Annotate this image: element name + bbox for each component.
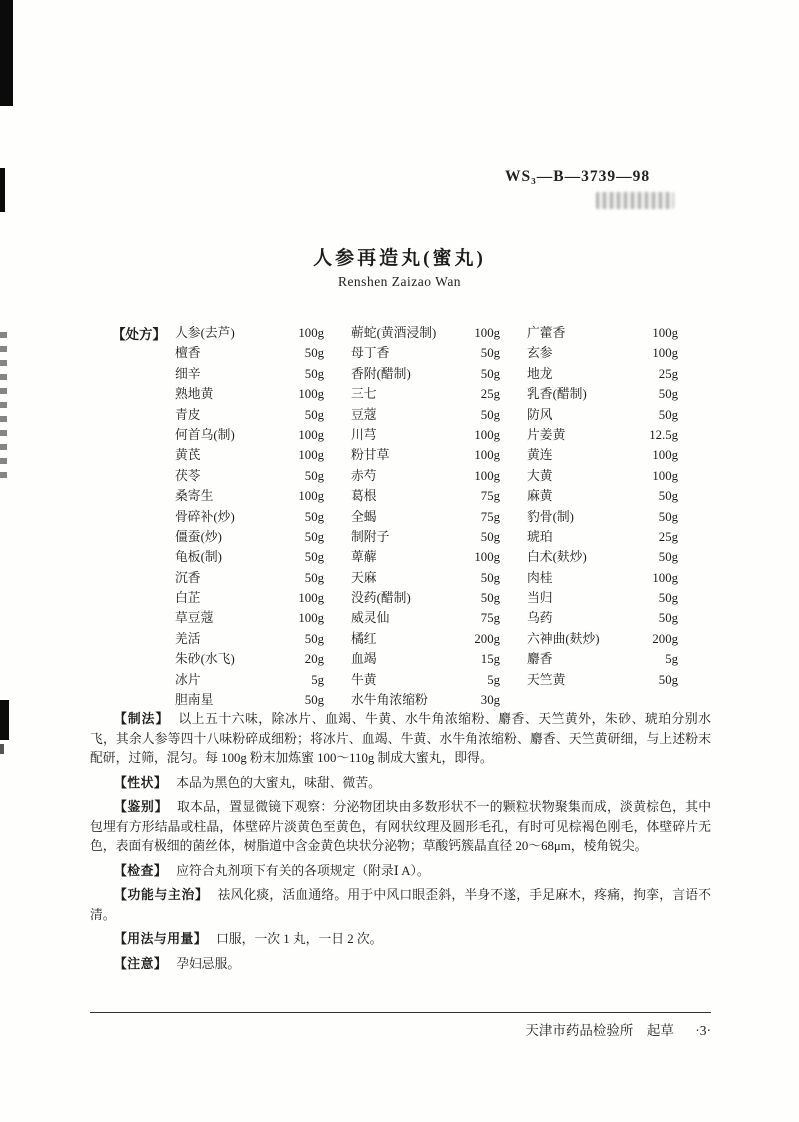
ingredient-row	[175, 405, 678, 425]
ingredient-amount: 100g	[474, 468, 500, 483]
ingredient-amount: 75g	[480, 611, 500, 626]
ingredient-name: 当归	[527, 591, 553, 606]
ingredient-name: 熟地黄	[175, 387, 214, 402]
column-gap	[500, 425, 527, 445]
ingredient-amount: 50g	[304, 631, 324, 646]
ingredient-name: 制附子	[351, 529, 390, 544]
ingredient-name: 羌活	[175, 631, 201, 646]
ingredient-amount: 50g	[658, 489, 678, 504]
ingredient-name: 豆蔻	[351, 407, 377, 422]
section-text: 口服，一次 1 丸，一日 2 次。	[216, 932, 383, 946]
ingredient-amount: 25g	[658, 529, 678, 544]
ingredient-name: 玄参	[527, 346, 553, 361]
ingredient-amount: 100g	[474, 427, 500, 442]
scan-artifact	[0, 0, 13, 106]
section-text: 取本品，置显微镜下观察：分泌物团块由多数形状不一的颗粒状物聚集而成，淡黄棕色，其中包埋有方形结晶或柱晶，体壁碎片淡黄色至黄色，有网状纹理及圆形毛孔，有时可见棕褐色刚毛，体壁碎片无色，表面有极细的菌丝体，树脂道中含金黄色块状分泌物；草酸钙簇晶直径 20～68μm，棱角锐尖。	[90, 800, 711, 853]
ingredient-name: 白术(麸炒)	[527, 550, 587, 565]
ingredient-amount: 5g	[311, 672, 324, 687]
ingredient-name: 赤芍	[351, 468, 377, 483]
ingredient-amount: 50g	[304, 346, 324, 361]
ingredient-amount: 50g	[658, 387, 678, 402]
column-gap	[500, 547, 527, 567]
ingredient-name: 大黄	[527, 468, 553, 483]
ingredient-row	[175, 629, 678, 649]
ingredient-name: 威灵仙	[351, 611, 390, 626]
ingredient-name: 广藿香	[527, 326, 566, 340]
ingredient-name: 牛黄	[351, 672, 377, 687]
ingredient-row	[175, 690, 678, 710]
column-gap	[324, 384, 351, 404]
ingredient-amount: 50g	[304, 468, 324, 483]
ingredient-name: 香附(醋制)	[351, 366, 411, 381]
column-gap	[500, 588, 527, 608]
standard-code: WS₃—B—3739—98	[505, 168, 651, 185]
ingredient-name: 血竭	[351, 652, 377, 667]
scan-artifact	[0, 168, 5, 212]
ingredient-name: 蕲蛇(黄酒浸制)	[351, 326, 437, 340]
ingredient-name: 龟板(制)	[175, 550, 222, 565]
ingredient-name: 防风	[527, 407, 553, 422]
ingredient-row	[175, 425, 678, 445]
section-text: 应符合丸剂项下有关的各项规定（附录Ⅰ A）。	[176, 863, 430, 878]
column-gap	[324, 670, 351, 690]
ingredient-amount: 100g	[652, 346, 678, 361]
ingredient-name: 细辛	[175, 366, 201, 381]
column-gap	[324, 466, 351, 486]
ingredient-row	[175, 649, 678, 669]
section-identification	[90, 798, 711, 857]
ingredient-name: 茯苓	[175, 468, 201, 483]
column-gap	[324, 608, 351, 628]
ingredient-amount: 12.5g	[649, 427, 678, 442]
ingredient-name: 胆南星	[175, 693, 214, 708]
ingredient-amount: 200g	[474, 631, 500, 646]
column-gap	[324, 323, 351, 343]
ingredient-amount: 50g	[480, 591, 500, 606]
ingredient-name: 萆薢	[351, 550, 377, 565]
ingredient-amount: 5g	[665, 652, 678, 667]
ingredient-amount: 100g	[298, 611, 324, 626]
column-gap	[324, 649, 351, 669]
ingredient-amount: 50g	[480, 570, 500, 585]
monograph-sections	[90, 710, 711, 979]
ingredient-name: 青皮	[175, 407, 201, 422]
section-label: 【制法】	[114, 712, 170, 726]
column-gap	[500, 690, 527, 710]
ingredient-amount: 75g	[480, 509, 500, 524]
column-gap	[500, 405, 527, 425]
section-label: 【检查】	[114, 863, 168, 878]
column-gap	[500, 649, 527, 669]
ingredient-row	[175, 568, 678, 588]
ingredient-name: 僵蚕(炒)	[175, 529, 222, 544]
ingredient-name: 天竺黄	[527, 672, 566, 687]
ingredient-name: 川芎	[351, 427, 377, 442]
ingredient-name: 沉香	[175, 570, 201, 585]
ingredient-name: 琥珀	[527, 529, 553, 544]
column-gap	[324, 425, 351, 445]
ingredient-name: 乌药	[527, 611, 553, 626]
section-label: 【用法与用量】	[114, 932, 208, 946]
ingredient-row	[175, 486, 678, 506]
ingredient-name	[527, 690, 632, 710]
column-gap	[324, 527, 351, 547]
column-gap	[324, 690, 351, 710]
section-description	[90, 774, 711, 794]
ingredient-name: 白芷	[175, 591, 201, 606]
column-gap	[500, 608, 527, 628]
section-functions-indications	[90, 886, 711, 925]
ingredient-amount: 50g	[480, 366, 500, 381]
column-gap	[324, 486, 351, 506]
ingredient-amount: 100g	[652, 448, 678, 463]
ingredient-name: 何首乌(制)	[175, 427, 235, 442]
footer-drafting-org: 天津市药品检验所 起草	[525, 1023, 674, 1038]
column-gap	[324, 547, 351, 567]
pinyin-subtitle: Renshen Zaizao Wan	[337, 274, 462, 289]
scan-artifact	[0, 700, 9, 740]
column-gap	[324, 588, 351, 608]
ingredient-amount: 100g	[652, 468, 678, 483]
column-gap	[324, 507, 351, 527]
ingredient-amount: 15g	[480, 652, 500, 667]
ingredient-row	[175, 343, 678, 363]
ingredient-name: 地龙	[527, 366, 553, 381]
ingredient-name: 橘红	[351, 631, 377, 646]
ingredient-amount: 100g	[474, 326, 500, 340]
ingredient-amount: 25g	[480, 387, 500, 402]
ingredient-amount: 100g	[298, 448, 324, 463]
footer	[90, 1019, 711, 1039]
ingredient-name: 全蝎	[351, 509, 377, 524]
column-gap	[324, 568, 351, 588]
ingredient-amount: 50g	[480, 529, 500, 544]
column-gap	[500, 384, 527, 404]
ingredient-name: 粉甘草	[351, 448, 390, 463]
ingredient-row	[175, 670, 678, 690]
ingredient-amount: 100g	[298, 326, 324, 340]
ingredient-amount: 20g	[304, 652, 324, 667]
prescription-label: 【处方】	[112, 327, 166, 342]
page-number: ·3·	[695, 1023, 711, 1038]
ingredient-amount: 50g	[304, 693, 324, 708]
section-usage-dosage	[90, 930, 711, 950]
ingredient-name: 豹骨(制)	[527, 509, 574, 524]
ingredient-row	[175, 507, 678, 527]
column-gap	[324, 364, 351, 384]
column-gap	[500, 445, 527, 465]
ingredient-name: 肉桂	[527, 570, 553, 585]
ingredient-row	[175, 547, 678, 567]
column-gap	[500, 507, 527, 527]
column-gap	[500, 323, 527, 343]
column-gap	[324, 629, 351, 649]
ink-stamp	[596, 192, 674, 209]
ingredient-name: 骨碎补(炒)	[175, 509, 235, 524]
ingredient-amount: 100g	[652, 570, 678, 585]
ingredient-name: 片姜黄	[527, 427, 566, 442]
ingredient-name: 水牛角浓缩粉	[351, 693, 428, 708]
ingredient-name: 黄连	[527, 448, 553, 463]
column-gap	[500, 568, 527, 588]
ingredient-amount: 75g	[480, 489, 500, 504]
ingredient-amount: 100g	[298, 591, 324, 606]
ingredient-amount: 5g	[487, 672, 500, 687]
ingredient-amount: 30g	[480, 693, 500, 708]
ingredient-amount: 100g	[298, 387, 324, 402]
ingredient-amount: 25g	[658, 366, 678, 381]
ingredient-name: 葛根	[351, 489, 377, 504]
ingredient-amount: 100g	[474, 550, 500, 565]
ingredient-amount: 50g	[304, 407, 324, 422]
section-examination	[90, 862, 711, 882]
column-gap	[324, 445, 351, 465]
section-preparation	[90, 710, 711, 769]
ingredient-amount: 50g	[480, 407, 500, 422]
ingredient-name: 草豆蔻	[175, 611, 214, 626]
ingredient-amount: 100g	[298, 427, 324, 442]
ingredient-name: 朱砂(水飞)	[175, 652, 235, 667]
ingredient-amount: 100g	[474, 448, 500, 463]
ingredient-amount: 50g	[304, 529, 324, 544]
column-gap	[500, 466, 527, 486]
ingredient-name: 黄芪	[175, 448, 201, 463]
section-text: 祛风化痰，活血通络。用于中风口眼歪斜，半身不遂，手足麻木，疼痛，拘挛，言语不清。	[90, 888, 712, 922]
ingredient-row	[175, 588, 678, 608]
ingredient-amount: 200g	[652, 631, 678, 646]
ingredient-amount: 50g	[658, 407, 678, 422]
section-label: 【鉴别】	[114, 800, 169, 814]
ingredient-amount: 50g	[658, 611, 678, 626]
ingredient-name: 檀香	[175, 346, 201, 361]
column-gap	[500, 527, 527, 547]
ingredient-row	[175, 445, 678, 465]
page-title: 人参再造丸(蜜丸)	[313, 248, 486, 269]
ingredient-name: 冰片	[175, 672, 201, 687]
ingredient-row	[175, 364, 678, 384]
column-gap	[500, 629, 527, 649]
ingredients-table	[175, 323, 678, 710]
ingredient-amount: 50g	[658, 672, 678, 687]
ingredient-amount: 50g	[304, 550, 324, 565]
ingredient-name: 乳香(醋制)	[527, 387, 587, 402]
column-gap	[500, 364, 527, 384]
column-gap	[500, 670, 527, 690]
ingredient-amount: 50g	[658, 591, 678, 606]
ingredient-row	[175, 466, 678, 486]
column-gap	[500, 343, 527, 363]
scan-artifact	[0, 744, 4, 754]
ingredient-amount: 50g	[658, 550, 678, 565]
footer-rule	[90, 1012, 711, 1013]
ingredient-row	[175, 323, 678, 343]
ingredient-row	[175, 384, 678, 404]
section-label: 【注意】	[114, 956, 168, 971]
ingredient-amount: 50g	[304, 366, 324, 381]
section-caution	[90, 955, 711, 975]
section-text: 本品为黑色的大蜜丸，味甜、微苦。	[176, 775, 381, 790]
section-text: 孕妇忌服。	[176, 956, 241, 971]
ingredient-name: 天麻	[351, 570, 377, 585]
ingredient-amount: 100g	[652, 326, 678, 340]
ingredient-name: 桑寄生	[175, 489, 214, 504]
ingredient-amount	[632, 690, 678, 710]
ingredient-name: 人参(去芦)	[175, 326, 235, 340]
ingredient-name: 没药(醋制)	[351, 591, 411, 606]
section-text: 以上五十六味，除冰片、血竭、牛黄、水牛角浓缩粉、麝香、天竺黄外，朱砂、琥珀分别水飞，其余人参等四十八味粉碎成细粉；将冰片、血竭、牛黄、水牛角浓缩粉、麝香、天竺黄研细，与上述粉末配研，过筛，混匀。每 100g 粉末加炼蜜 100～110g 制成大蜜丸，即得。	[90, 712, 712, 765]
ingredient-name: 麝香	[527, 652, 553, 667]
ingredient-amount: 100g	[298, 489, 324, 504]
ingredient-row	[175, 608, 678, 628]
section-label: 【功能与主治】	[114, 888, 209, 902]
ingredient-name: 六神曲(麸炒)	[527, 631, 600, 646]
ingredient-name: 母丁香	[351, 346, 390, 361]
ingredient-amount: 50g	[658, 509, 678, 524]
scan-artifact	[0, 332, 7, 480]
ingredient-amount: 50g	[304, 570, 324, 585]
section-label: 【性状】	[114, 775, 168, 790]
ingredient-name: 麻黄	[527, 489, 553, 504]
ingredient-name: 三七	[351, 387, 377, 402]
ingredient-row	[175, 527, 678, 547]
column-gap	[324, 405, 351, 425]
ingredient-amount: 50g	[304, 509, 324, 524]
column-gap	[324, 343, 351, 363]
ingredient-amount: 50g	[480, 346, 500, 361]
column-gap	[500, 486, 527, 506]
